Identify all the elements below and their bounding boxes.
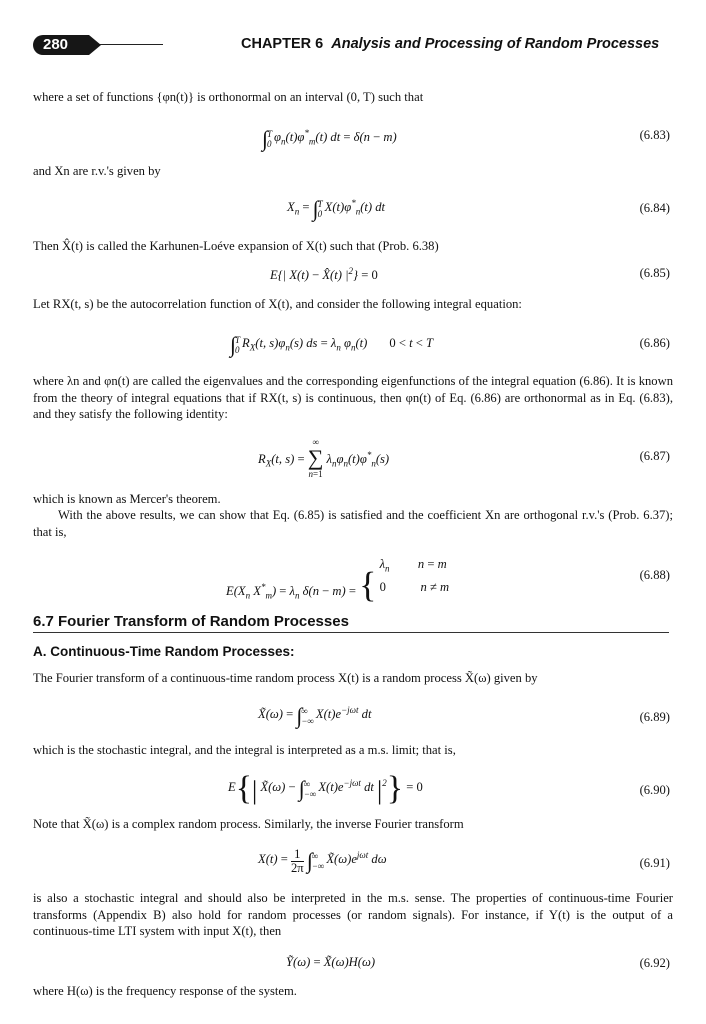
equation-6-92: Ỹ(ω) = X̃(ω)H(ω) <box>286 955 376 969</box>
paragraph-2: and Xn are r.v.'s given by <box>33 164 161 178</box>
section-heading: 6.7 Fourier Transform of Random Processes <box>33 613 349 630</box>
equation-number: (6.89) <box>639 710 670 724</box>
chapter-label: CHAPTER 6 <box>241 36 324 52</box>
running-head <box>241 36 659 52</box>
equation-number: (6.87) <box>639 449 670 463</box>
equation-number: (6.91) <box>639 856 670 870</box>
equation-6-91: X(t) = $\frac{1}{2\pi}$ ∫∞ −∞ $X̃(\omega)e^{j\omega t}$ dω <box>258 847 387 875</box>
equation-6-86: ∫T 0 $R_X(t$, $s)\varphi_n(s)$ ds = $\lambda_n$ $\varphi_n(t)$ 0 < t < T <box>230 332 434 357</box>
paragraph-7: With the above results, we can show that Eq. (6.85) is satisfied and the coefficient Xn are orthogonal r.v.'s (Prob. 6.37); that is, <box>33 508 673 539</box>
paragraph-8: The Fourier transform of a continuous-time random process X(t) is a random process X̃(ω) given by <box>33 671 538 685</box>
page-number: 280 <box>33 35 89 55</box>
equation-number: (6.85) <box>639 266 670 280</box>
equation-number: (6.92) <box>639 956 670 970</box>
equation-6-87: $R_X(t$, s) = ∞ ∑ n=1 $\lambda_n\varphi_n(t)\varphi^*_n(s)$ <box>258 437 390 479</box>
equation-6-84: $X_n = \int T$ 0 $X(t)\varphi^*_n(t)$ dt <box>287 196 386 221</box>
equation-6-90: E{| X̃(ω) − ∫∞ −∞ $X(t)e^{-j\omega t}$ dt $|^2\} = 0$ <box>228 770 423 807</box>
equation-6-88: $E(X_n$ $X^*_m) = \lambda_n$ δ(n − m) = { $\lambda_n$ n = m 0 n ≠ m <box>226 557 450 605</box>
paragraph-4: Let RX(t, s) be the autocorrelation function of X(t), and consider the following integral equation: <box>33 297 522 311</box>
paragraph-5: where λn and φn(t) are called the eigenvalues and the corresponding eigenfunctions of the integral equation (6.86). It is known from the theory of integral equations that if RX(t, s) is continuous, then φn(t) of Eq. (6.86) are orthonormal as in Eq. (6.83), and they satisfy the following identity: <box>33 374 673 421</box>
equation-6-83: ∫T 0 $\varphi_n(t)\varphi^*_m(t)$ dt = δ(n − m) <box>262 126 397 151</box>
paragraph-12: where H(ω) is the frequency response of the system. <box>33 984 297 998</box>
equation-number: (6.88) <box>639 568 670 582</box>
paragraph-10: Note that X̃(ω) is a complex random process. Similarly, the inverse Fourier transform <box>33 817 464 831</box>
paragraph-1: where a set of functions {φn(t)} is orthonormal on an interval (0, T) such that <box>33 90 424 104</box>
paragraph-11: is also a stochastic integral and should also be interpreted in the m.s. sense. The properties of continuous-time Fourier transforms (Appendix B) also hold for random processes (or random signals). For instance, if Y(t) is the output of a continuous-time LTI system with input X(t), then <box>33 891 673 938</box>
equation-number: (6.84) <box>639 201 670 215</box>
paragraph-6: which is known as Mercer's theorem. <box>33 492 221 506</box>
section-rule <box>33 632 669 633</box>
equation-number: (6.83) <box>639 128 670 142</box>
equation-6-85: E{| X(t) − X̂(t) $|^2\} = 0$ <box>270 266 378 283</box>
chapter-title: Analysis and Processing of Random Processes <box>331 36 660 52</box>
equation-number: (6.86) <box>639 336 670 350</box>
paragraph-3: Then X̂(t) is called the Karhunen-Loéve expansion of X(t) such that (Prob. 6.38) <box>33 239 439 253</box>
subsection-heading: A. Continuous-Time Random Processes: <box>33 644 295 659</box>
header-rule <box>100 44 163 45</box>
equation-number: (6.90) <box>639 783 670 797</box>
equation-6-89: X̃(ω) = ∫∞ −∞ $X(t)e^{-j\omega t}$ dt <box>258 703 372 728</box>
paragraph-9: which is the stochastic integral, and the integral is interpreted as a m.s. limit; that is, <box>33 743 456 757</box>
